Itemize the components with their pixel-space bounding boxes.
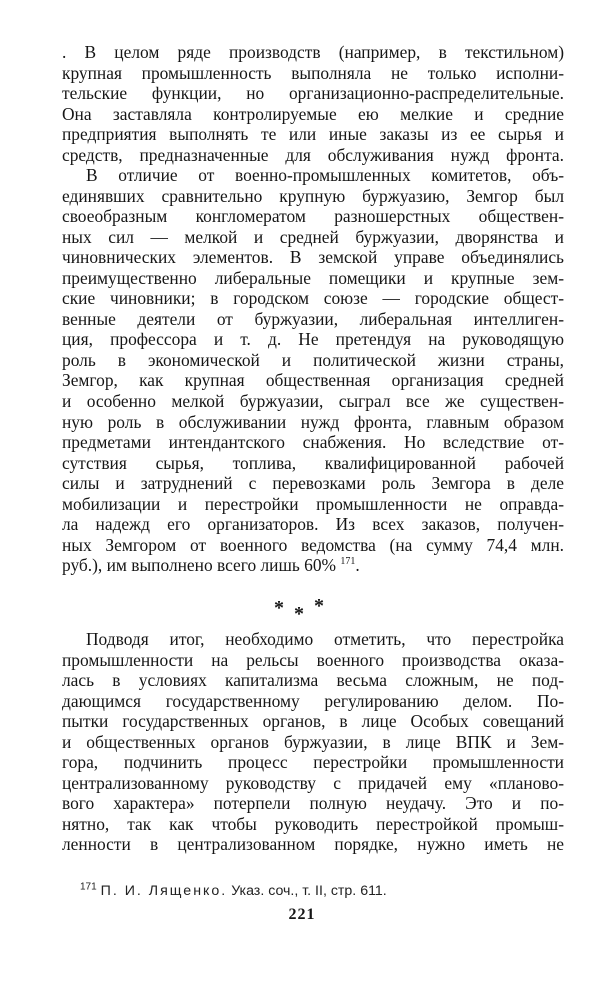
text-line: тельские функции, но организационно-распределительные. [62, 83, 564, 104]
page-number: 221 [288, 906, 316, 923]
text-line: средств, предназначенные для обслуживания нужд фронта. [62, 144, 564, 165]
text-line: лась в условиях капитализма весьма сложным, не под- [62, 670, 564, 691]
period: . [355, 555, 360, 576]
text-line: преимущественно либеральные помещики и крупные зем- [62, 267, 564, 288]
text-line-last [62, 555, 564, 576]
separator-star: * [274, 597, 284, 619]
text-line: ция, профессора и т. д. Не претендуя на руководящую [62, 329, 564, 350]
text-line: нятно, так как чтобы руководить перестройкой промыш- [62, 813, 564, 834]
text-line: Она заставляла контролируемые ею мелкие и средние [62, 103, 564, 124]
text-line: Подводя итог, необходимо отметить, что перестройка [86, 629, 564, 649]
text-line: своеобразным конгломератом разношерстных обществен- [62, 206, 564, 227]
paragraph-3 [62, 629, 564, 855]
footnote [80, 882, 540, 900]
text-line: предметами интендантского снабжения. Но вследствие от- [62, 432, 564, 453]
text-line: роль в экономической и политической жизни страны, [62, 349, 564, 370]
text-line: пытки государственных органов, в лице Особых совещаний [62, 711, 564, 732]
text-line: мобилизации и перестройки промышленности не оправда- [62, 493, 564, 514]
text-line: и особенно мелкой буржуазии, сыграл все же существен- [62, 391, 564, 412]
text-line: крупная промышленность выполняла не только исполни- [62, 62, 564, 83]
separator-star: * [294, 603, 304, 625]
text-line: В отличие от военно-промышленных комитетов, объ- [86, 165, 564, 185]
footnote-number: 171 [80, 881, 97, 893]
text-line: ленности в централизованном порядке, нужно иметь не [62, 834, 564, 855]
text-line: единявших сравнительно крупную буржуазию, Земгор был [62, 185, 564, 206]
text-line: дающимся государственному регулированию делом. По- [62, 690, 564, 711]
text-line: чиновнических элементов. В земской управе объединялись [62, 247, 564, 268]
text-line: ские чиновники; в городском союзе — городские общест- [62, 288, 564, 309]
text-line: ных сил — мелкой и средней буржуазии, дворянства и [62, 226, 564, 247]
section-separator [270, 592, 330, 625]
text-line: гора, подчинить процесс перестройки промышленности [62, 752, 564, 773]
text-line: промышленности на рельсы военного производства оказа- [62, 649, 564, 670]
text-line: венные деятели от буржуазии, либеральная интеллиген- [62, 308, 564, 329]
text-line-content: руб.), им выполнено всего лишь 60% [62, 555, 337, 576]
text-line: сутствия сырья, топлива, квалифицированной рабочей [62, 452, 564, 473]
text-line: предприятия выполнять те или иные заказы из ее сырья и [62, 124, 564, 145]
separator-star: * [314, 595, 324, 617]
text-line: централизованному руководству с придачей ему «планово- [62, 772, 564, 793]
text-line: ную роль в обслуживании нужд фронта, главным образом [62, 411, 564, 432]
footnote-text: Указ. соч., т. II, стр. 611. [231, 883, 387, 899]
text-line: силы и затруднений с перевозками роль Земгора в деле [62, 473, 564, 494]
footnote-reference: 171 [340, 556, 356, 568]
text-line: . В целом ряде производств (например, в текстильном) [62, 42, 564, 62]
text-line: и общественных органов буржуазии, в лице ВПК и Зем- [62, 731, 564, 752]
text-line: Земгор, как крупная общественная организация средней [62, 370, 564, 391]
paragraph-2 [62, 165, 564, 576]
text-line: ных Земгором от военного ведомства (на сумму 74,4 млн. [62, 534, 564, 555]
text-line: ла надежд его организаторов. Из всех заказов, получен- [62, 514, 564, 535]
paragraph-1 [62, 42, 564, 165]
footnote-author: П. И. Лященко. [100, 883, 228, 899]
text-line: вого характера» потерпели полную неудачу. Это и по- [62, 793, 564, 814]
